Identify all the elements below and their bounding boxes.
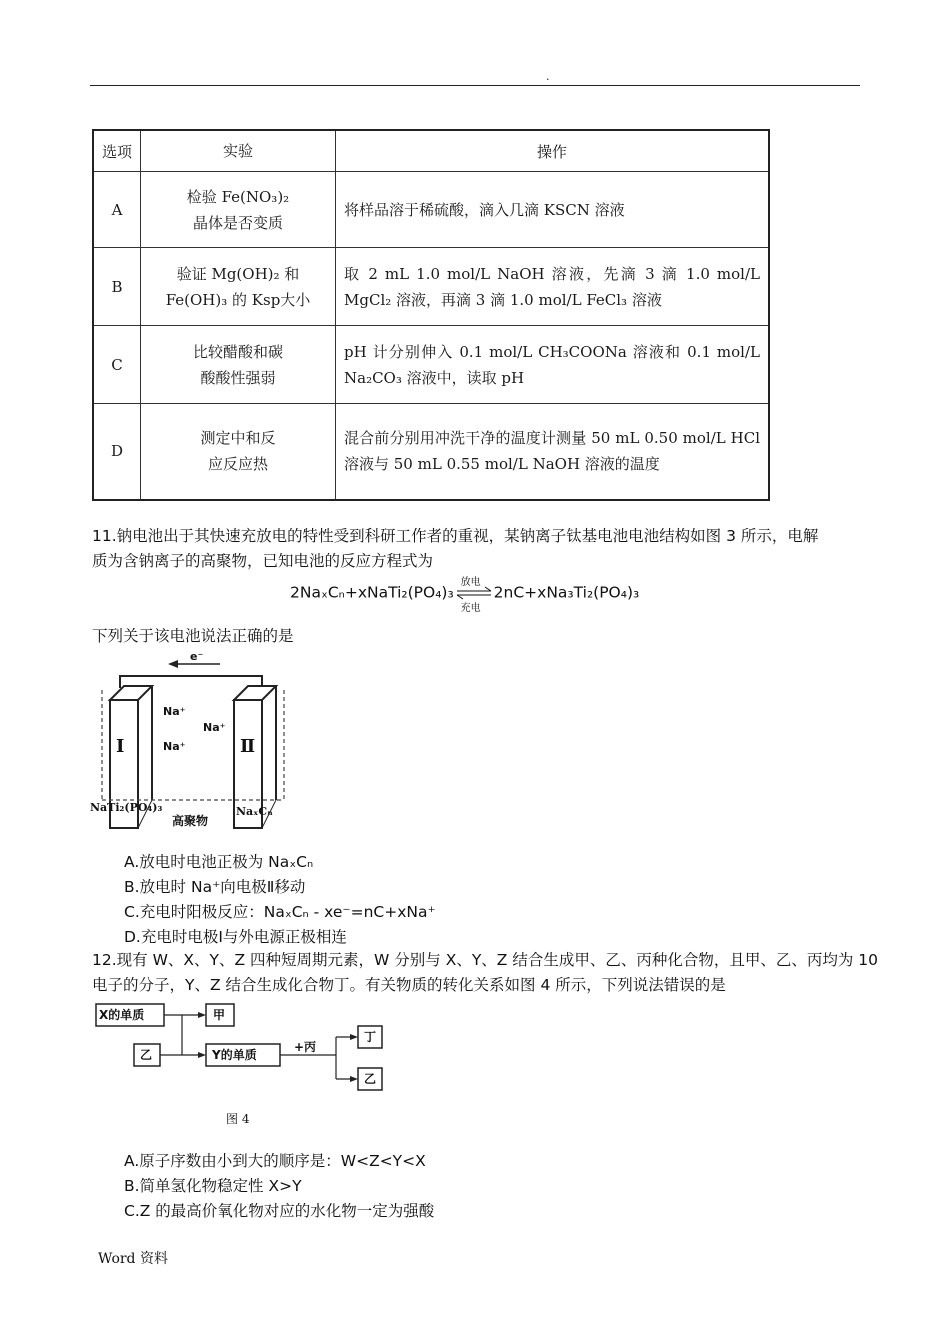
left-electrode-material: NaTi₂(PO₄)₃ (90, 801, 163, 814)
header-experiment: 实验 (141, 130, 336, 172)
y-element-box: Y的单质 (212, 1048, 257, 1062)
row-experiment (141, 248, 336, 326)
q12-option-c: C.Z 的最高价氧化物对应的水化物一定为强酸 (124, 1202, 435, 1220)
table-row (93, 248, 769, 326)
row-operation: pH 计分别伸入 0.1 mol/L CH₃COONa 溶液和 0.1 mol/L Na₂CO₃ 溶液中，读取 pH (336, 326, 770, 404)
row-option: B (93, 248, 141, 326)
exp-line: 验证 Mg(OH)₂ 和 (176, 264, 300, 283)
exp-line: 比较醋酸和碳 (192, 342, 283, 361)
q12-option-b: B.简单氢化物稳定性 X>Y (124, 1177, 302, 1195)
q12-stem-line2: 电子的分子，Y、Z 结合生成化合物丁。有关物质的转化关系如图 4 所示，下列说法错误的是 (92, 976, 726, 994)
eq-discharge-label: 放电 (460, 577, 481, 588)
electrode-2-label: Ⅱ (240, 736, 256, 757)
na-ion-label: Na⁺ (203, 721, 226, 734)
ding-box: 丁 (364, 1030, 377, 1044)
experiment-table (92, 129, 770, 501)
q12-stem-line1: 12.现有 W、X、Y、Z 四种短周期元素，W 分别与 X、Y、Z 结合生成甲、乙、丙种化合物，且甲、乙、丙均为 10 (92, 951, 878, 969)
row-operation: 混合前分别用冲洗干净的温度计测量 50 mL 0.50 mol/L HCl 溶液与 50 mL 0.55 mol/L NaOH 溶液的温度 (336, 404, 770, 500)
table-row (93, 326, 769, 404)
eq-right: 2nC+xNa₃Ti₂(PO₄)₃ (493, 583, 640, 602)
row-option: D (93, 404, 141, 500)
row-operation: 将样品溶于稀硫酸，滴入几滴 KSCN 溶液 (336, 172, 770, 248)
q11-equation (290, 577, 640, 614)
q12-option-a: A.原子序数由小到大的顺序是：W<Z<Y<X (124, 1152, 426, 1170)
q11-prompt: 下列关于该电池说法正确的是 (92, 627, 294, 645)
exp-line: Fe(OH)₃ 的 Ksp大小 (165, 290, 311, 309)
header-option: 选项 (93, 130, 141, 172)
eq-left: 2NaₓCₙ+xNaTi₂(PO₄)₃ (290, 583, 454, 602)
table-header-row (93, 130, 769, 172)
header-operation: 操作 (336, 130, 770, 172)
exp-line: 检验 Fe(NO₃)₂ (186, 187, 290, 206)
exp-line: 应反应热 (207, 455, 268, 474)
row-experiment (141, 172, 336, 248)
figure-caption: 图 4 (226, 1112, 250, 1126)
eq-charge-label: 充电 (460, 603, 481, 614)
q11-option-d: D.充电时电极Ⅰ与外电源正极相连 (124, 928, 347, 946)
q11-stem-line1: 11.钠电池出于其快速充放电的特性受到科研工作者的重视，某钠离子钛基电池电池结构如图 3 所示，电解 (92, 527, 819, 545)
row-experiment (141, 326, 336, 404)
polymer-label: 高聚物 (172, 814, 209, 828)
yi-left-box: 乙 (140, 1048, 153, 1062)
row-option: C (93, 326, 141, 404)
row-option: A (93, 172, 141, 248)
row-operation: 取 2 mL 1.0 mol/L NaOH 溶液，先滴 3 滴 1.0 mol/L MgCl₂ 溶液，再滴 3 滴 1.0 mol/L FeCl₃ 溶液 (336, 248, 770, 326)
electrode-1-label: Ⅰ (116, 736, 125, 757)
right-electrode-material: NaₓCₙ (236, 805, 273, 818)
table-row (93, 172, 769, 248)
exp-line: 晶体是否变质 (192, 213, 283, 232)
exp-line: 酸酸性强弱 (200, 368, 276, 387)
reversible-arrow-icon (455, 577, 493, 614)
yi-right-box: 乙 (364, 1072, 377, 1086)
q11-option-c: C.充电时阳极反应：NaₓCₙ - xe⁻=nC+xNa⁺ (124, 903, 436, 921)
x-element-box: X的单质 (99, 1008, 145, 1022)
q11-stem-line2: 质为含钠离子的高聚物，已知电池的反应方程式为 (92, 552, 434, 570)
footer: Word 资料 (98, 1251, 168, 1267)
na-ion-label: Na⁺ (163, 740, 186, 753)
header-dot: . (546, 70, 550, 83)
electron-label: e⁻ (190, 650, 204, 663)
table-row (93, 404, 769, 500)
na-ion-label: Na⁺ (163, 705, 186, 718)
jia-box: 甲 (213, 1008, 226, 1022)
q11-option-a: A.放电时电池正极为 NaₓCₙ (124, 853, 314, 871)
q11-option-b: B.放电时 Na⁺向电极Ⅱ移动 (124, 878, 306, 896)
row-experiment (141, 404, 336, 500)
plus-bing-label: +丙 (294, 1040, 317, 1054)
exp-line: 测定中和反 (200, 429, 276, 448)
header-rule (90, 85, 860, 86)
